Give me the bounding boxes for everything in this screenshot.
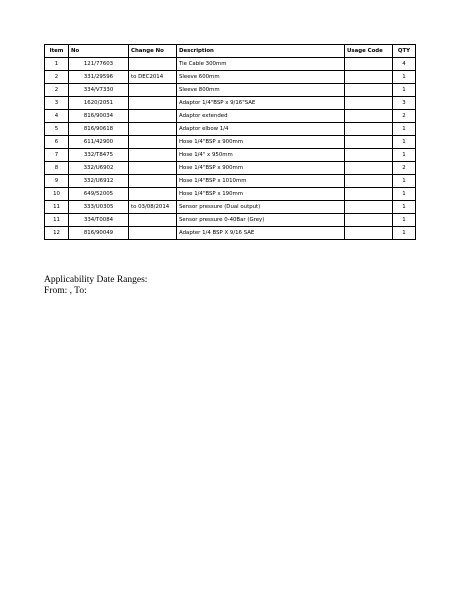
cell-item: 9 <box>45 175 69 188</box>
cell-item: 11 <box>45 214 69 227</box>
cell-description: Adaptor extended <box>177 110 345 123</box>
cell-usage-code <box>345 149 393 162</box>
cell-change-no <box>129 136 177 149</box>
header-no: No <box>69 45 129 58</box>
cell-part-no: 816/90618 <box>69 123 129 136</box>
cell-part-no: 331/29596 <box>69 71 129 84</box>
cell-change-no <box>129 97 177 110</box>
cell-part-no: 121/77603 <box>69 58 129 71</box>
table-row <box>45 149 416 162</box>
cell-qty: 2 <box>393 110 416 123</box>
cell-item: 10 <box>45 188 69 201</box>
cell-description: Hose 1/4" x 950mm <box>177 149 345 162</box>
cell-part-no: 334/V7330 <box>69 84 129 97</box>
cell-usage-code <box>345 227 393 240</box>
table-row <box>45 136 416 149</box>
cell-item: 11 <box>45 201 69 214</box>
cell-item: 8 <box>45 162 69 175</box>
cell-change-no <box>129 84 177 97</box>
cell-change-no: to 03/08/2014 <box>129 201 177 214</box>
cell-qty: 1 <box>393 201 416 214</box>
cell-description: Tie Cable 300mm <box>177 58 345 71</box>
cell-description: Hose 1/4"BSP x 1010mm <box>177 175 345 188</box>
table-row <box>45 84 416 97</box>
table-row <box>45 110 416 123</box>
cell-qty: 3 <box>393 97 416 110</box>
cell-description: Adapter 1/4 BSP X 9/16 SAE <box>177 227 345 240</box>
cell-description: Sleeve 600mm <box>177 71 345 84</box>
cell-description: Hose 1/4"BSP x 900mm <box>177 162 345 175</box>
cell-part-no: 816/90049 <box>69 227 129 240</box>
cell-item: 7 <box>45 149 69 162</box>
cell-part-no: 611/42900 <box>69 136 129 149</box>
cell-change-no <box>129 58 177 71</box>
cell-usage-code <box>345 201 393 214</box>
table-row <box>45 214 416 227</box>
cell-usage-code <box>345 162 393 175</box>
cell-usage-code <box>345 58 393 71</box>
cell-part-no: 816/90034 <box>69 110 129 123</box>
cell-change-no: to DEC2014 <box>129 71 177 84</box>
cell-part-no: 649/52005 <box>69 188 129 201</box>
table-row <box>45 97 416 110</box>
applicability-heading: Applicability Date Ranges: <box>44 275 148 285</box>
table-row <box>45 71 416 84</box>
header-description: Description <box>177 45 345 58</box>
cell-change-no <box>129 175 177 188</box>
parts-table-body <box>45 58 416 240</box>
cell-change-no <box>129 227 177 240</box>
applicability-range: From: , To: <box>44 285 87 296</box>
cell-description: Hose 1/4"BSP x 900mm <box>177 136 345 149</box>
cell-change-no <box>129 123 177 136</box>
cell-part-no: 332/U6902 <box>69 162 129 175</box>
cell-item: 1 <box>45 58 69 71</box>
cell-qty: 1 <box>393 149 416 162</box>
cell-qty: 4 <box>393 58 416 71</box>
cell-description: Sleeve 800mm <box>177 84 345 97</box>
cell-qty: 1 <box>393 71 416 84</box>
cell-part-no: 334/T0084 <box>69 214 129 227</box>
table-row <box>45 58 416 71</box>
cell-change-no <box>129 188 177 201</box>
table-row <box>45 227 416 240</box>
cell-item: 2 <box>45 71 69 84</box>
cell-qty: 1 <box>393 123 416 136</box>
cell-description: Sensor pressure (Dual output) <box>177 201 345 214</box>
cell-part-no: 333/U0305 <box>69 201 129 214</box>
cell-usage-code <box>345 110 393 123</box>
table-row <box>45 175 416 188</box>
cell-change-no <box>129 110 177 123</box>
cell-item: 4 <box>45 110 69 123</box>
cell-part-no: 1620/2051 <box>69 97 129 110</box>
cell-usage-code <box>345 71 393 84</box>
applicability-section <box>44 275 147 296</box>
cell-usage-code <box>345 136 393 149</box>
cell-item: 2 <box>45 84 69 97</box>
cell-part-no: 332/U6912 <box>69 175 129 188</box>
table-row <box>45 123 416 136</box>
table-row <box>45 188 416 201</box>
cell-description: Sensor pressure 0-40Bar (Grey) <box>177 214 345 227</box>
cell-qty: 1 <box>393 84 416 97</box>
cell-usage-code <box>345 175 393 188</box>
cell-item: 12 <box>45 227 69 240</box>
cell-description: Adaptor elbow 1/4 <box>177 123 345 136</box>
header-usage-code: Usage Code <box>345 45 393 58</box>
cell-usage-code <box>345 123 393 136</box>
cell-change-no <box>129 149 177 162</box>
cell-qty: 1 <box>393 214 416 227</box>
cell-item: 3 <box>45 97 69 110</box>
table-header-row <box>45 45 416 58</box>
cell-change-no <box>129 162 177 175</box>
cell-qty: 1 <box>393 136 416 149</box>
cell-usage-code <box>345 214 393 227</box>
cell-usage-code <box>345 188 393 201</box>
parts-table <box>44 44 416 240</box>
cell-description: Adaptor 1/4"BSP x 9/16"SAE <box>177 97 345 110</box>
table-row <box>45 162 416 175</box>
header-change-no: Change No <box>129 45 177 58</box>
cell-qty: 1 <box>393 188 416 201</box>
cell-qty: 1 <box>393 227 416 240</box>
table-row <box>45 201 416 214</box>
cell-description: Hose 1/4"BSP x 190mm <box>177 188 345 201</box>
cell-change-no <box>129 214 177 227</box>
cell-item: 5 <box>45 123 69 136</box>
cell-qty: 1 <box>393 175 416 188</box>
cell-qty: 2 <box>393 162 416 175</box>
cell-part-no: 332/T8475 <box>69 149 129 162</box>
cell-usage-code <box>345 84 393 97</box>
cell-item: 6 <box>45 136 69 149</box>
header-item: Item <box>45 45 69 58</box>
cell-usage-code <box>345 97 393 110</box>
header-qty: QTY <box>393 45 416 58</box>
